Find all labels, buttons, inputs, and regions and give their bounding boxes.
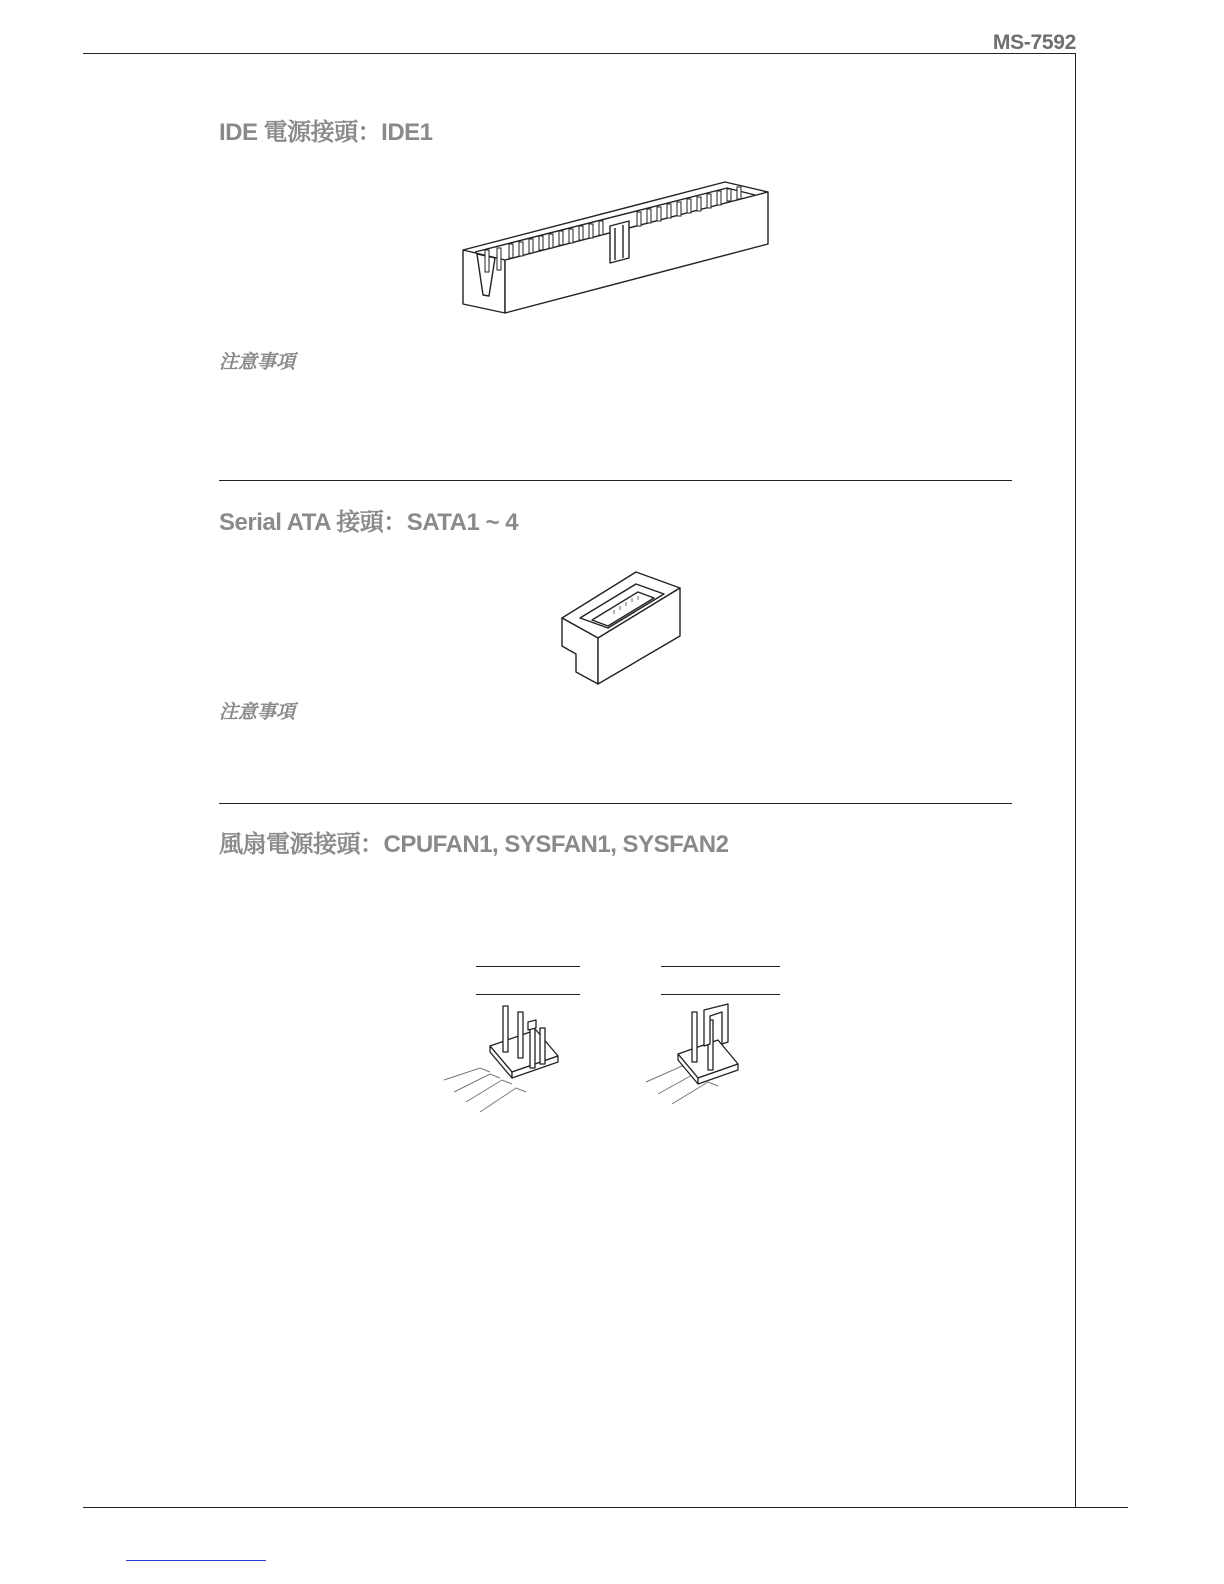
section-divider	[219, 803, 1012, 804]
fan-heading: 風扇電源接頭：CPUFAN1, SYSFAN1, SYSFAN2	[219, 831, 729, 858]
fan-table-line	[661, 994, 780, 995]
model-number: MS-7592	[992, 31, 1076, 54]
footer-link-underline[interactable]	[126, 1560, 266, 1561]
header-rule	[83, 53, 1076, 54]
section-divider	[219, 480, 1012, 481]
sata-heading: Serial ATA 接頭：SATA1 ~ 4	[219, 509, 519, 536]
sata-connector-icon	[558, 566, 688, 690]
ide-note-label: 注意事項	[219, 352, 296, 373]
fan-table-line	[661, 966, 780, 967]
fan-3pin-connector-icon	[644, 1002, 749, 1107]
ide-heading: IDE 電源接頭：IDE1	[219, 119, 433, 146]
ide-connector-icon	[455, 178, 775, 318]
sata-note-label: 注意事項	[219, 702, 296, 723]
page-edge-rule	[1075, 53, 1076, 1508]
fan-table-line	[476, 994, 580, 995]
footer-rule	[83, 1507, 1128, 1508]
fan-4pin-connector-icon	[440, 1002, 565, 1114]
fan-table-line	[476, 966, 580, 967]
